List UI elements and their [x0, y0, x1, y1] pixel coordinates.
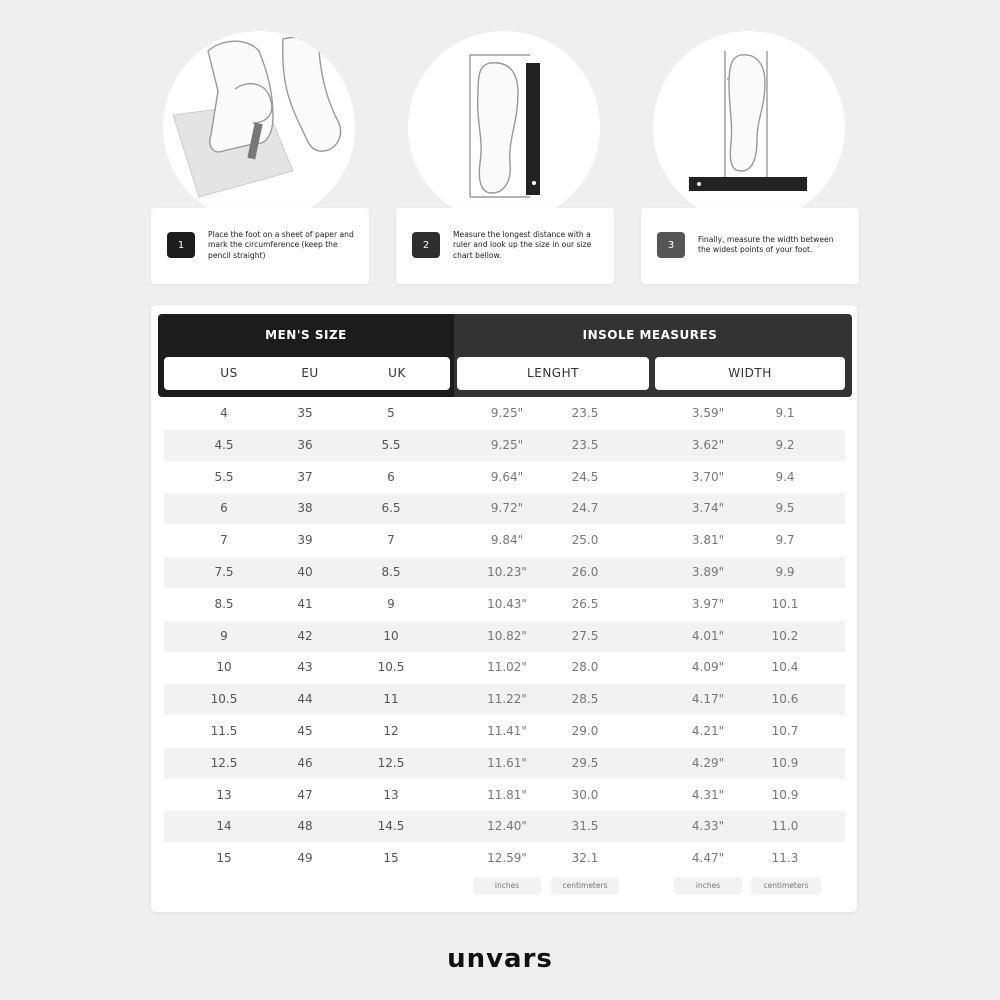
cell-eu: 42	[297, 628, 313, 643]
cell-eu: 40	[297, 565, 313, 579]
cell-length-inches: 12.59"	[487, 851, 527, 866]
cell-uk: 14.5	[377, 819, 405, 834]
insole-measures-title: INSOLE MEASURES	[582, 328, 718, 342]
cell-length-centimeters: 28.0	[571, 660, 599, 675]
cell-width-centimeters: 9.1	[775, 406, 795, 420]
cell-length-inches: 9.25"	[490, 437, 524, 452]
table-row	[164, 716, 845, 747]
table-row	[164, 430, 845, 461]
cell-width-inches: 4.31"	[691, 787, 725, 802]
cell-uk: 8.5	[381, 565, 401, 579]
cell-us: 7	[220, 533, 228, 548]
step-instruction: Finally, measure the width between the widest points of your foot.	[698, 235, 834, 255]
cell-uk: 15	[383, 851, 399, 866]
cell-width-centimeters: 11.0	[771, 819, 799, 834]
cell-length-inches: 11.41"	[487, 724, 527, 738]
cell-us: 12.5	[210, 755, 238, 770]
cell-length-inches: 10.23"	[487, 565, 527, 579]
cell-us: 13	[216, 787, 232, 802]
cell-width-inches: 4.21"	[691, 724, 725, 738]
cell-uk: 9	[387, 596, 395, 611]
unit-label-width-inches: inches	[674, 877, 742, 895]
cell-length-centimeters: 24.7	[571, 501, 599, 516]
cell-uk: 10.5	[377, 660, 405, 675]
step-card-3	[641, 208, 859, 284]
cell-width-inches: 4.33"	[691, 819, 725, 834]
cell-length-centimeters: 23.5	[571, 437, 599, 452]
cell-eu: 43	[297, 660, 313, 675]
cell-us: 4	[220, 406, 228, 420]
table-row	[164, 462, 845, 493]
column-header-us: US	[220, 366, 238, 380]
step-instruction: Measure the longest distance with a ruler and look up the size in our size chart bellow.	[453, 230, 592, 260]
cell-us: 5.5	[214, 469, 234, 484]
table-row	[164, 748, 845, 779]
size-systems-pill	[164, 357, 450, 390]
table-row	[164, 684, 845, 715]
cell-length-inches: 11.22"	[487, 692, 527, 707]
table-row	[164, 493, 845, 524]
cell-length-inches: 11.02"	[487, 660, 527, 675]
foot-length-ruler-illustration	[408, 31, 600, 223]
cell-width-inches: 4.01"	[691, 628, 725, 643]
unit-label-length-inches: inches	[473, 877, 541, 895]
cell-length-centimeters: 28.5	[571, 692, 599, 707]
cell-eu: 44	[297, 692, 313, 707]
cell-eu: 48	[297, 819, 313, 834]
foot-width-ruler-illustration	[653, 31, 845, 223]
cell-width-centimeters: 9.4	[775, 469, 795, 484]
mens-size-header	[158, 314, 454, 397]
cell-length-inches: 10.82"	[487, 628, 527, 643]
cell-length-centimeters: 32.1	[571, 851, 599, 866]
cell-length-centimeters: 23.5	[571, 406, 599, 420]
cell-eu: 47	[297, 787, 313, 802]
column-header-width: WIDTH	[728, 366, 772, 380]
cell-width-inches: 4.09"	[691, 660, 725, 675]
cell-us: 4.5	[214, 437, 234, 452]
step-card-1	[151, 208, 369, 284]
table-row	[164, 621, 845, 652]
cell-width-inches: 3.97"	[691, 596, 725, 611]
table-row	[164, 398, 845, 429]
cell-width-centimeters: 11.3	[771, 851, 799, 866]
table-row	[164, 811, 845, 842]
cell-eu: 41	[297, 596, 313, 611]
cell-length-inches: 9.64"	[490, 469, 524, 484]
mens-size-title: MEN'S SIZE	[265, 328, 347, 342]
cell-length-inches: 11.81"	[487, 787, 527, 802]
step-card-2	[396, 208, 614, 284]
cell-width-centimeters: 10.1	[771, 596, 799, 611]
cell-length-inches: 9.84"	[490, 533, 524, 548]
cell-uk: 12	[383, 724, 399, 738]
table-row	[164, 780, 845, 811]
cell-width-centimeters: 10.9	[771, 787, 799, 802]
cell-width-centimeters: 9.2	[775, 437, 795, 452]
cell-width-centimeters: 10.6	[771, 692, 799, 707]
table-row	[164, 525, 845, 556]
cell-uk: 6	[387, 469, 395, 484]
unit-label-width-centimeters: centimeters	[751, 877, 821, 895]
table-row	[164, 652, 845, 683]
size-chart-header	[158, 314, 852, 397]
cell-length-centimeters: 31.5	[571, 819, 599, 834]
cell-eu: 37	[297, 469, 313, 484]
cell-us: 7.5	[214, 565, 234, 579]
cell-uk: 6.5	[381, 501, 401, 516]
foot-on-paper-illustration	[163, 31, 355, 223]
cell-eu: 39	[297, 533, 313, 548]
cell-width-inches: 3.89"	[691, 565, 725, 579]
brand-logo: unvars	[447, 944, 553, 974]
cell-width-inches: 3.59"	[691, 406, 725, 420]
cell-us: 6	[220, 501, 228, 516]
width-pill	[655, 357, 845, 390]
cell-uk: 5	[387, 406, 395, 420]
cell-width-inches: 3.70"	[691, 469, 725, 484]
column-header-eu: EU	[301, 366, 319, 380]
cell-length-centimeters: 26.0	[571, 565, 599, 579]
cell-length-inches: 12.40"	[487, 819, 527, 834]
cell-length-centimeters: 29.0	[571, 724, 599, 738]
cell-uk: 11	[383, 692, 399, 707]
cell-uk: 10	[383, 628, 399, 643]
cell-width-inches: 3.62"	[691, 437, 725, 452]
cell-length-centimeters: 25.0	[571, 533, 599, 548]
step-number-badge: 1	[167, 232, 195, 258]
cell-uk: 5.5	[381, 437, 401, 452]
cell-length-centimeters: 30.0	[571, 787, 599, 802]
cell-width-centimeters: 9.5	[775, 501, 795, 516]
cell-us: 14	[216, 819, 232, 834]
cell-us: 11.5	[210, 724, 238, 738]
column-header-uk: UK	[388, 366, 406, 380]
cell-eu: 38	[297, 501, 313, 516]
cell-eu: 36	[297, 437, 313, 452]
cell-us: 10.5	[210, 692, 238, 707]
cell-length-centimeters: 26.5	[571, 596, 599, 611]
cell-uk: 7	[387, 533, 395, 548]
cell-width-centimeters: 10.7	[771, 724, 799, 738]
table-row	[164, 589, 845, 620]
step-number-badge: 3	[657, 232, 685, 258]
cell-width-centimeters: 9.9	[775, 565, 795, 579]
cell-eu: 49	[297, 851, 313, 866]
cell-length-centimeters: 29.5	[571, 755, 599, 770]
cell-uk: 12.5	[377, 755, 405, 770]
column-header-length: LENGHT	[527, 366, 579, 380]
cell-us: 8.5	[214, 596, 234, 611]
cell-us: 9	[220, 628, 228, 643]
length-pill	[457, 357, 649, 390]
cell-width-centimeters: 9.7	[775, 533, 795, 548]
cell-width-centimeters: 10.2	[771, 628, 799, 643]
cell-us: 10	[216, 660, 232, 675]
cell-length-centimeters: 27.5	[571, 628, 599, 643]
step-number-badge: 2	[412, 232, 440, 258]
cell-uk: 13	[383, 787, 399, 802]
insole-measures-header	[454, 314, 852, 397]
cell-width-inches: 3.81"	[691, 533, 725, 548]
cell-eu: 45	[297, 724, 313, 738]
cell-width-inches: 4.17"	[691, 692, 725, 707]
cell-eu: 46	[297, 755, 313, 770]
step-instruction: Place the foot on a sheet of paper and mark the circumference (keep the pencil straight)	[208, 230, 354, 260]
cell-length-inches: 9.72"	[490, 501, 524, 516]
cell-us: 15	[216, 851, 232, 866]
cell-width-inches: 3.74"	[691, 501, 725, 516]
cell-length-centimeters: 24.5	[571, 469, 599, 484]
table-row	[164, 557, 845, 588]
cell-length-inches: 9.25"	[490, 406, 524, 420]
cell-width-inches: 4.47"	[691, 851, 725, 866]
cell-width-inches: 4.29"	[691, 755, 725, 770]
cell-length-inches: 11.61"	[487, 755, 527, 770]
cell-length-inches: 10.43"	[487, 596, 527, 611]
cell-width-centimeters: 10.4	[771, 660, 799, 675]
cell-width-centimeters: 10.9	[771, 755, 799, 770]
unit-label-length-centimeters: centimeters	[551, 877, 619, 895]
cell-eu: 35	[297, 406, 313, 420]
table-row	[164, 843, 845, 874]
